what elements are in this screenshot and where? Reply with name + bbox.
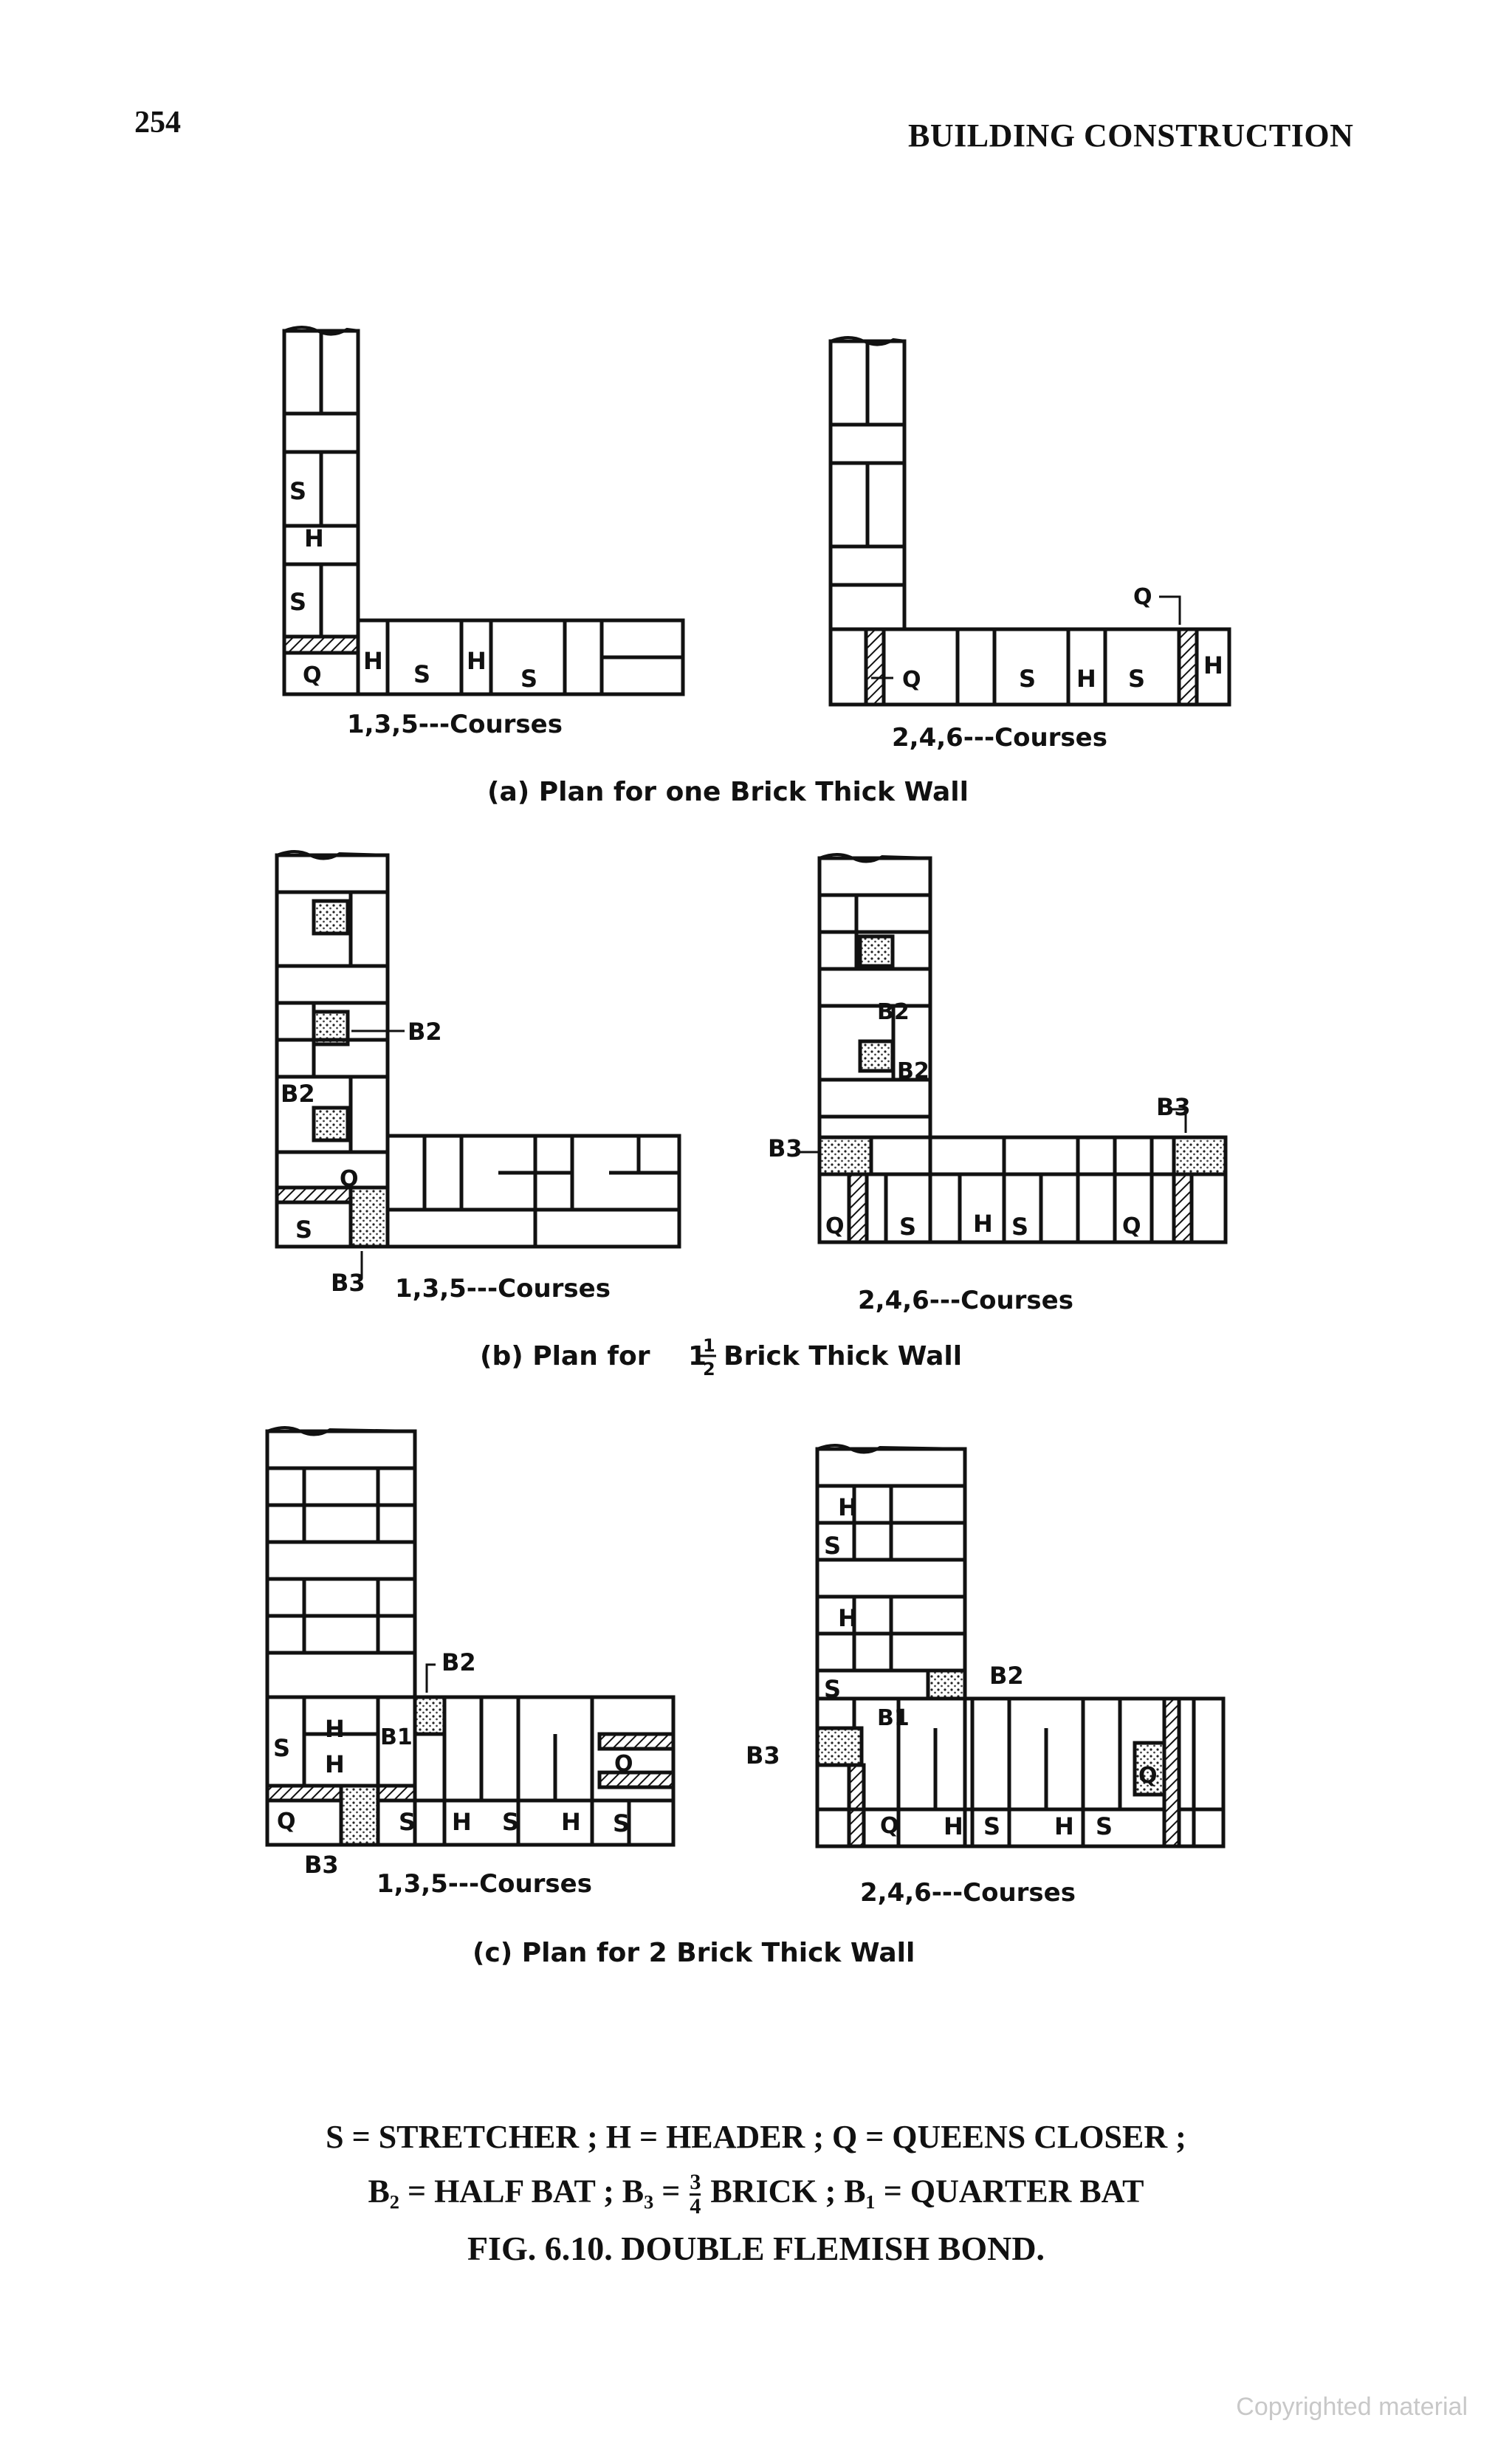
caption-b-numerator: 1 [703,1335,715,1356]
course-label-c-odd: 1,3,5---Courses [377,1869,592,1899]
page-number: 254 [134,106,181,140]
mark-header: H [944,1812,963,1840]
mark-header: H [1203,651,1223,679]
mark-header: H [363,647,383,675]
mark-queen-closer: Q [303,662,322,688]
mark-quarter-bat: B1 [877,1705,910,1731]
mark-stretcher: S [413,660,431,688]
mark-half-bat: B2 [408,1018,442,1046]
caption-b [480,1335,962,1380]
mark-three-quarter-brick: B3 [768,1134,803,1162]
plan-a-odd-marks [289,477,537,693]
plan-b-even-courses [819,854,1226,1242]
mark-half-bat: B2 [989,1662,1024,1690]
mark-stretcher: S [824,1675,842,1703]
mark-header: H [838,1493,858,1521]
mark-queen-closer: Q [1138,1763,1158,1789]
running-head: BUILDING CONSTRUCTION [908,117,1354,154]
mark-stretcher: S [983,1812,1001,1840]
mark-three-quarter-brick: B3 [746,1741,780,1769]
mark-stretcher: S [613,1809,630,1837]
mark-header: H [467,647,487,675]
watermark: Copyrighted material [1236,2393,1468,2421]
mark-stretcher: S [1011,1213,1029,1241]
course-label-b-even: 2,4,6---Courses [858,1286,1073,1315]
course-label-a-odd: 1,3,5---Courses [347,710,563,739]
mark-three-quarter-brick: B3 [304,1851,339,1879]
mark-stretcher: S [399,1808,416,1836]
course-label-c-even: 2,4,6---Courses [860,1878,1076,1908]
mark-queen-closer: Q [277,1809,296,1834]
mark-header: H [325,1715,345,1743]
mark-queen-closer: Q [1122,1213,1141,1239]
mark-header: H [1054,1812,1074,1840]
mark-stretcher: S [289,588,307,616]
mark-stretcher: S [1096,1812,1113,1840]
mark-queen-closer: Q [614,1751,633,1777]
mark-half-bat: B2 [877,999,910,1025]
mark-header: H [452,1808,472,1836]
mark-stretcher: S [289,477,307,505]
mark-queen-closer: Q [880,1813,899,1839]
caption-c: (c) Plan for 2 Brick Thick Wall [472,1938,915,1968]
mark-queen-closer: Q [902,667,921,693]
mark-header: H [1076,665,1096,693]
plan-a-odd-courses [284,327,683,694]
mark-stretcher: S [520,665,538,693]
plan-a-even-courses [831,338,1229,705]
mark-stretcher: S [502,1808,520,1836]
legend-fraction [690,2171,701,2218]
caption-b-denominator: 2 [703,1359,715,1380]
caption-b-whole: 1 [688,1341,707,1371]
caption-b-prefix: (b) Plan for [480,1341,650,1371]
mark-header: H [838,1604,858,1632]
legend-line-2-b: BRICK ; B₁ = QUARTER BAT [710,2173,1144,2210]
legend-line-2 [0,2171,1512,2218]
mark-three-quarter-brick: B3 [1156,1093,1191,1121]
mark-header: H [325,1750,345,1778]
mark-header: H [973,1210,993,1238]
plan-c-odd-courses [267,1428,673,1845]
mark-stretcher: S [899,1213,917,1241]
caption-a: (a) Plan for one Brick Thick Wall [487,777,969,807]
course-label-a-even: 2,4,6---Courses [892,723,1107,753]
plan-c-even-marks [746,1493,1158,1840]
mark-stretcher: S [295,1216,313,1244]
legend-fraction-denominator: 4 [690,2194,701,2219]
mark-quarter-bat: B1 [380,1724,413,1750]
mark-header: H [561,1808,581,1836]
mark-queen-closer: Q [825,1213,845,1239]
mark-three-quarter-brick: B3 [331,1269,365,1297]
legend-line-1: S = STRETCHER ; H = HEADER ; Q = QUEENS CLOSER ; [326,2119,1186,2155]
figure-caption: FIG. 6.10. DOUBLE FLEMISH BOND. [467,2230,1045,2267]
mark-half-bat: B2 [897,1058,929,1084]
mark-queen-closer: Q [340,1166,359,1192]
mark-half-bat: B2 [281,1080,315,1108]
plan-b-even-marks [768,999,1191,1241]
plan-c-even-courses [817,1445,1223,1846]
mark-stretcher: S [1128,665,1146,693]
legend-line-2-a: B₂ = HALF BAT ; B₃ = [368,2173,681,2210]
plan-a-even-marks [902,584,1223,693]
legend-fraction-numerator: 3 [690,2170,701,2194]
plan-b-odd-courses [277,852,679,1247]
mark-queen-closer: Q [1133,584,1152,610]
mark-header: H [304,524,324,552]
course-label-b-odd: 1,3,5---Courses [395,1274,611,1303]
caption-b-suffix: Brick Thick Wall [724,1341,963,1371]
mark-stretcher: S [824,1532,842,1560]
mark-stretcher: S [1019,665,1037,693]
mark-half-bat: B2 [441,1648,476,1676]
mark-stretcher: S [273,1734,291,1762]
